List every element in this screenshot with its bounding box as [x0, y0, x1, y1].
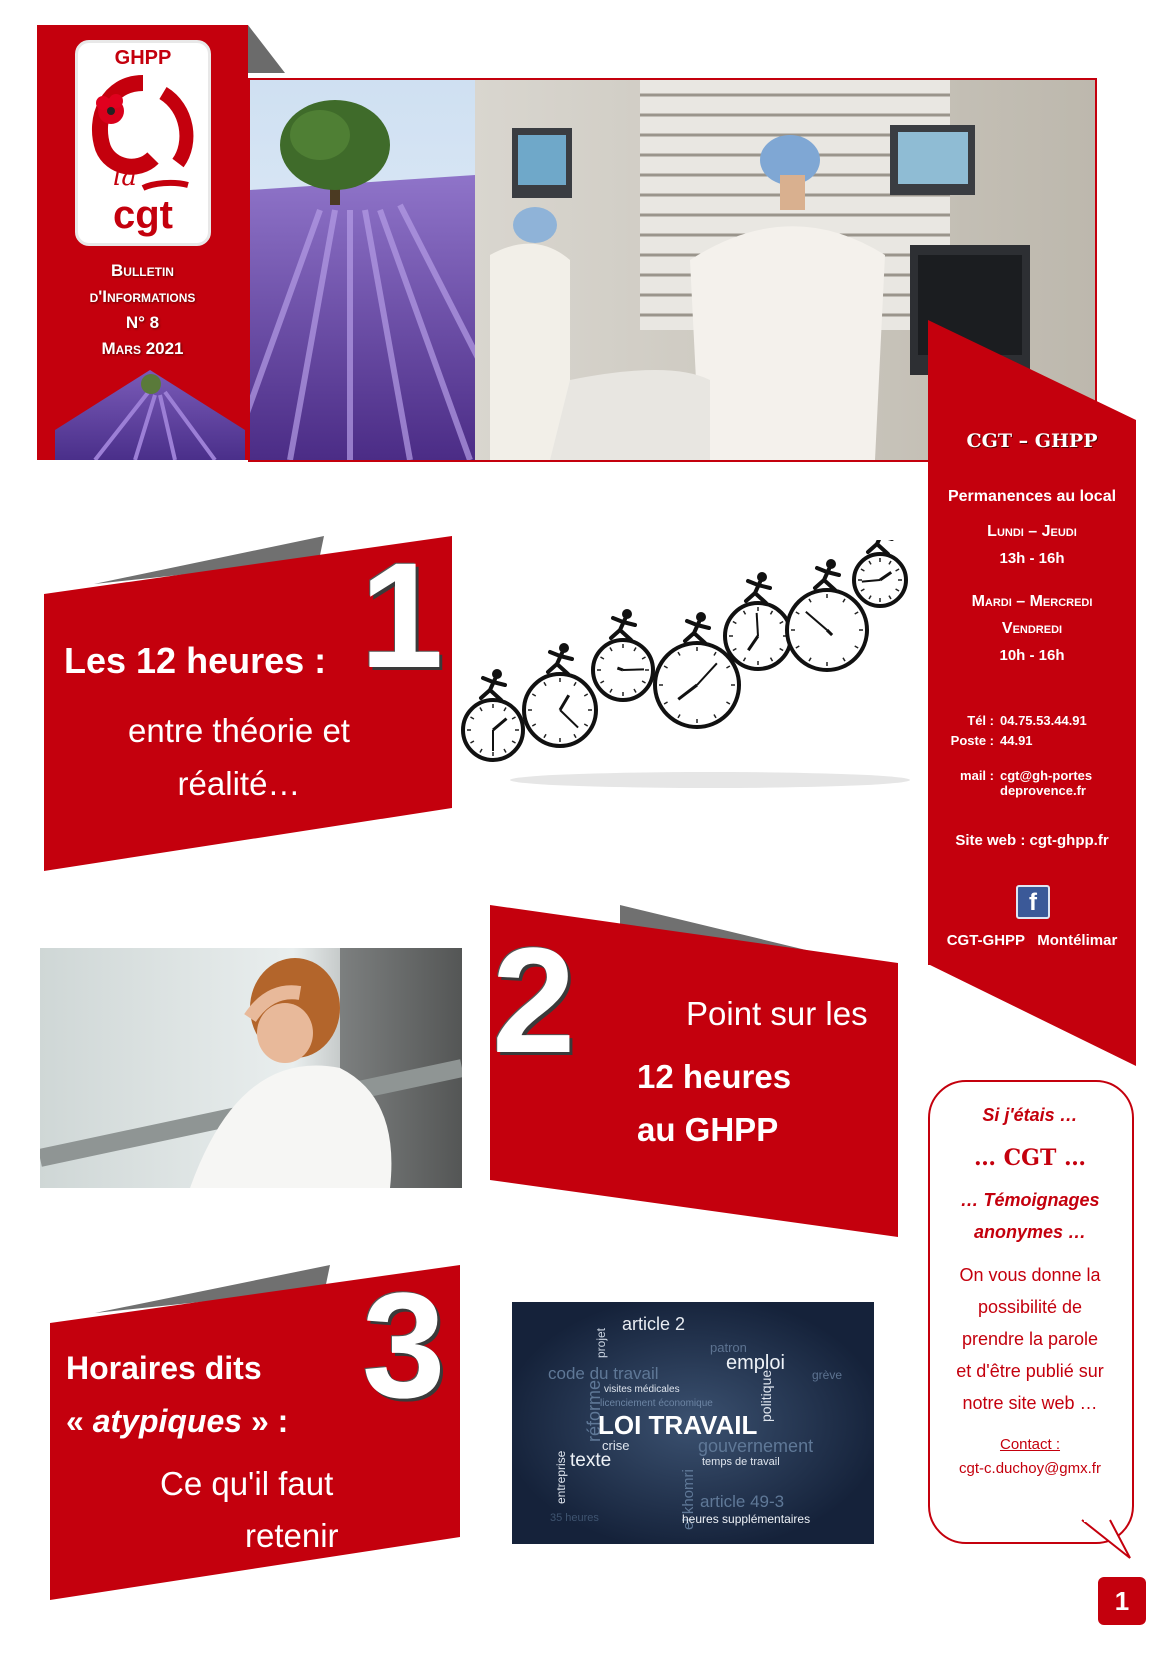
slot2-days: Mardi – Mercredi [971, 593, 1093, 610]
tel-value: 04.75.53.44.91 [1000, 713, 1087, 728]
tel-label: Tél : [967, 713, 994, 728]
mail-label: mail : [960, 768, 994, 783]
word-projet: projet [594, 1327, 608, 1358]
word-article-49-3: article 49-3 [700, 1492, 785, 1511]
slot2-hours: 10h - 16h [999, 647, 1065, 664]
bubble-line1: Si j'étais … [982, 1105, 1078, 1125]
section2-line2: 12 heures [637, 1058, 792, 1095]
slot1-days: Lundi – Jeudi [987, 523, 1077, 540]
bubble-tail [1080, 1518, 1140, 1563]
section3-line3: Ce qu'il faut [160, 1465, 334, 1502]
section3-line4: retenir [245, 1517, 339, 1554]
bubble-line4: anonymes … [973, 1222, 1087, 1242]
cgt-logo [75, 40, 211, 246]
bubble-line5: On vous donne la [959, 1265, 1101, 1285]
bulletin-line2: d'Informations [89, 287, 196, 306]
section1-line2: entre théorie et [128, 712, 350, 749]
word-entreprise: entreprise [554, 1450, 568, 1504]
section3-line1[interactable]: Horaires dits [66, 1350, 262, 1386]
slot2-days-b: Vendredi [1001, 620, 1063, 637]
clock-icon [524, 643, 596, 746]
mail-value-part1: cgt@gh-portes [1000, 768, 1093, 783]
word-patron: patron [710, 1340, 747, 1355]
bubble-line7: prendre la parole [961, 1329, 1099, 1349]
bubble-line6: possibilité de [977, 1297, 1083, 1317]
section1-number: 1 [360, 531, 444, 699]
section2-number: 2 [492, 916, 576, 1084]
section2-line1[interactable]: Point sur les [686, 995, 868, 1032]
word-texte: texte [570, 1450, 612, 1471]
facebook-icon[interactable]: f [1016, 885, 1050, 919]
section1-title[interactable]: Les 12 heures : [64, 640, 327, 681]
word-article2: article 2 [622, 1314, 686, 1334]
bulletin-info [40, 258, 245, 362]
page-number: 1 [1098, 1577, 1146, 1625]
lavender-corner-image [55, 370, 245, 460]
bulletin-issue: N° 8 [125, 313, 160, 332]
word-crise: crise [602, 1438, 630, 1453]
cgt-emblem-icon [83, 73, 203, 238]
clock-icon [725, 572, 791, 669]
slot1-hours: 13h - 16h [999, 550, 1065, 567]
contact-label: Contact : [999, 1436, 1061, 1453]
word-licenciement: licenciement économique [600, 1398, 713, 1409]
word-reforme: réforme [584, 1379, 604, 1442]
logo-ghpp-text: GHPP [114, 47, 172, 69]
clock-icon [854, 540, 906, 606]
section3-line2 [66, 1403, 288, 1440]
sidebar-bottom-fold [928, 964, 1138, 1069]
word-loi-travail: LOI TRAVAIL [598, 1410, 758, 1440]
word-35-heures: 35 heures [550, 1512, 599, 1524]
section2-line3: au GHPP [637, 1111, 779, 1148]
poste-label: Poste : [950, 733, 994, 748]
word-code-du-travail: code du travail [548, 1364, 659, 1383]
bubble-line3: … Témoignages [960, 1190, 1100, 1210]
word-politique: politique [758, 1369, 774, 1422]
clock-icon [593, 609, 653, 700]
word-heures-supp: heures supplémentaires [682, 1512, 811, 1526]
stressed-doctor-photo [40, 948, 462, 1188]
bubble-line8: et d'être publié sur [956, 1361, 1104, 1381]
running-clocks-illustration [460, 540, 920, 790]
sidebar-top-fold [928, 320, 1138, 430]
contact-email-link[interactable]: cgt-c.duchoy@gmx.fr [959, 1460, 1101, 1477]
bulletin-line1: Bulletin [111, 261, 174, 280]
section3-number: 3 [362, 1261, 446, 1429]
loi-travail-wordcloud [512, 1302, 874, 1544]
section3-quote-open: « [66, 1403, 93, 1439]
word-gouvernement: gouvernement [698, 1436, 814, 1456]
word-emploi: emploi [726, 1352, 785, 1374]
word-el-khomri: el khomri [680, 1469, 697, 1530]
clock-icon [463, 669, 523, 760]
sidebar-title: CGT – GHPP [966, 430, 1098, 452]
svg-text:la: la [113, 162, 137, 192]
section3-quote-close: » : [242, 1403, 289, 1439]
bubble-line9: notre site web … [962, 1393, 1098, 1413]
svg-text:cgt: cgt [113, 193, 173, 237]
mail-value[interactable] [1000, 768, 1092, 798]
word-greve: grève [812, 1368, 843, 1382]
permanences-label: Permanences au local [947, 488, 1117, 505]
poste-value: 44.91 [1000, 733, 1033, 748]
website-link[interactable]: Site web : cgt-ghpp.fr [955, 832, 1109, 849]
mail-value-part2: deprovence.fr [1000, 783, 1086, 798]
word-visites: visites médicales [604, 1384, 680, 1395]
facebook-page-name[interactable]: CGT-GHPP Montélimar [946, 932, 1118, 949]
bubble-cgt: … CGT … [974, 1145, 1086, 1171]
section3-atypiques: atypiques [92, 1403, 243, 1439]
bulletin-date: Mars 2021 [101, 339, 184, 358]
word-temps-de-travail: temps de travail [702, 1456, 780, 1468]
section1-line3: réalité… [177, 765, 301, 802]
